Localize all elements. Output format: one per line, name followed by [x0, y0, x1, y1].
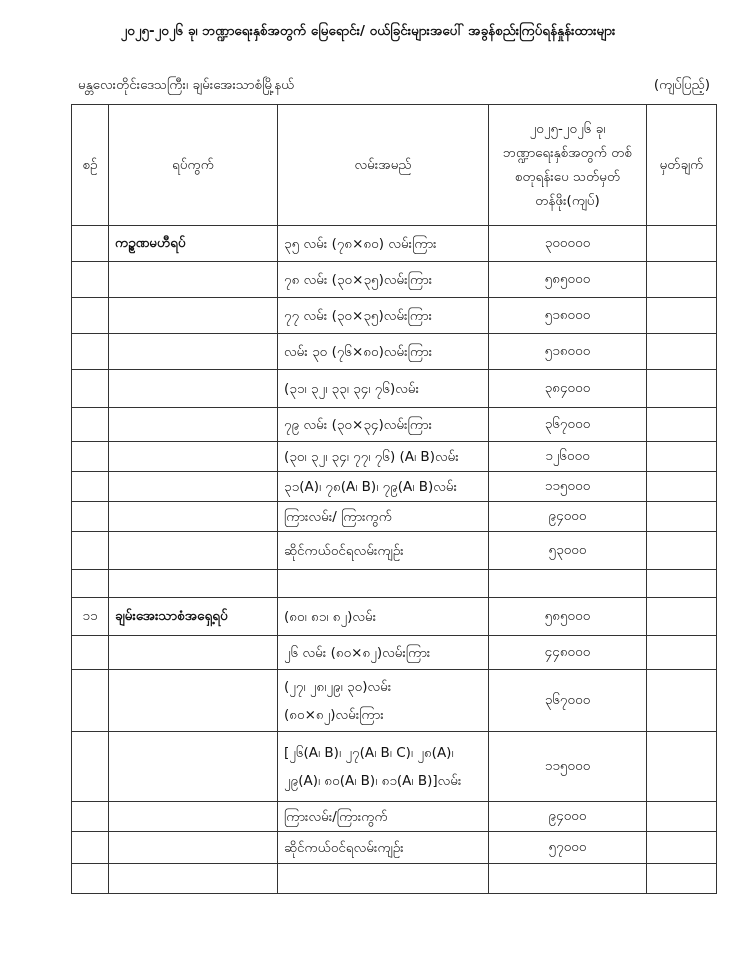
cell-street: (၂၇၊ ၂၈၊၂၉၊ ၃၀)လမ်း (၈၀×၈၂)လမ်းကြား [278, 670, 489, 732]
cell-no [72, 370, 109, 408]
table-row [72, 598, 717, 636]
table-row [72, 832, 717, 864]
cell-no [72, 532, 109, 570]
cell-ward [109, 802, 278, 832]
cell-no [72, 732, 109, 802]
cell-remarks [647, 832, 717, 864]
cell-remarks [647, 802, 717, 832]
document-title: ၂၀၂၅-၂၀၂၆ ခု၊ ဘဏ္ဍာရေးနှစ်အတွက် မြေရောင်း/ ဝယ်ခြင်းများအပေါ် အခွန်စည်းကြပ်ရန်နှုန်းထားများ [120, 23, 616, 39]
cell-ward [109, 298, 278, 334]
cell-remarks [647, 670, 717, 732]
cell-remarks [647, 864, 717, 894]
cell-remarks [647, 334, 717, 370]
header-no: စဉ် [72, 105, 109, 226]
cell-value: ၉၄၀၀၀ [489, 802, 647, 832]
table-header-row [72, 105, 717, 226]
table-row [72, 670, 717, 732]
table-row [72, 502, 717, 532]
cell-value: ၃၈၄၀၀၀ [489, 370, 647, 408]
cell-street: ၂၆ လမ်း (၈၀×၈၂)လမ်းကြား [278, 636, 489, 670]
cell-remarks [647, 732, 717, 802]
cell-remarks [647, 502, 717, 532]
cell-value: ၅၁၈၀၀၀ [489, 298, 647, 334]
cell-ward [109, 532, 278, 570]
cell-no [72, 832, 109, 864]
cell-no [72, 226, 109, 262]
tax-rate-table [71, 104, 717, 894]
cell-no [72, 502, 109, 532]
table-row [72, 732, 717, 802]
cell-value: ၅၃၀၀၀ [489, 532, 647, 570]
cell-ward [109, 670, 278, 732]
table-row [72, 570, 717, 598]
cell-value: ၁၁၅၀၀၀ [489, 472, 647, 502]
cell-street: ၇၉ လမ်း (၃၀×၃၄)လမ်းကြား [278, 408, 489, 442]
cell-ward [109, 262, 278, 298]
cell-value: ၃၆၇၀၀၀ [489, 670, 647, 732]
cell-street: ၃၁(A)၊ ၇၈(A၊ B)၊ ၇၉(A၊ B)လမ်း [278, 472, 489, 502]
cell-remarks [647, 408, 717, 442]
header-remarks: မှတ်ချက် [647, 105, 717, 226]
township-label: မန္တလေးတိုင်းဒေသကြီး၊ ချမ်းအေးသာစံမြို့နယ် [78, 77, 295, 93]
cell-ward [109, 408, 278, 442]
cell-ward [109, 636, 278, 670]
cell-street [278, 570, 489, 598]
cell-value: ၉၄၀၀၀ [489, 502, 647, 532]
cell-value: ၅၁၈၀၀၀ [489, 334, 647, 370]
cell-remarks [647, 472, 717, 502]
cell-remarks [647, 298, 717, 334]
cell-value: ၄၄၈၀၀၀ [489, 636, 647, 670]
table-row [72, 636, 717, 670]
cell-street: (၃၀၊ ၃၂၊ ၃၄၊ ၇၇၊ ၇၆) (A၊ B)လမ်း [278, 442, 489, 472]
cell-remarks [647, 636, 717, 670]
cell-remarks [647, 226, 717, 262]
table-row [72, 864, 717, 894]
cell-street: ကြားလမ်း/ ကြားကွက် [278, 502, 489, 532]
cell-remarks [647, 598, 717, 636]
cell-no [72, 670, 109, 732]
table-row [72, 370, 717, 408]
table-row [72, 802, 717, 832]
cell-value [489, 570, 647, 598]
cell-value [489, 864, 647, 894]
currency-unit-label: (ကျပ်ပြည့်) [653, 77, 710, 93]
cell-street: ၇၈ လမ်း (၃၀×၃၅)လမ်းကြား [278, 262, 489, 298]
table-row [72, 532, 717, 570]
cell-street: လမ်း ၃၀ (၇၆×၈၀)လမ်းကြား [278, 334, 489, 370]
cell-no [72, 864, 109, 894]
cell-value: ၅၈၅၀၀၀ [489, 598, 647, 636]
cell-remarks [647, 570, 717, 598]
cell-no [72, 636, 109, 670]
cell-street: ဆိုင်ကယ်ဝင်ရလမ်းကျဉ်း [278, 832, 489, 864]
cell-ward [109, 570, 278, 598]
cell-no [72, 472, 109, 502]
cell-value: ၅၇၀၀၀ [489, 832, 647, 864]
cell-street [278, 864, 489, 894]
cell-no [72, 262, 109, 298]
cell-ward [109, 864, 278, 894]
header-ward: ရပ်ကွက် [109, 105, 278, 226]
table-row [72, 442, 717, 472]
cell-no [72, 570, 109, 598]
cell-remarks [647, 532, 717, 570]
cell-value: ၁၁၅၀၀၀ [489, 732, 647, 802]
cell-remarks [647, 262, 717, 298]
cell-street: (၈၀၊ ၈၁၊ ၈၂)လမ်း [278, 598, 489, 636]
cell-no: ၁၁ [72, 598, 109, 636]
cell-no [72, 334, 109, 370]
cell-ward [109, 334, 278, 370]
cell-ward [109, 442, 278, 472]
cell-ward: ကဥ္စဏမဟီရပ် [109, 226, 278, 262]
table-row [72, 334, 717, 370]
cell-street: ၇၇ လမ်း (၃၀×၃၅)လမ်းကြား [278, 298, 489, 334]
cell-ward [109, 502, 278, 532]
cell-street: ကြားလမ်း/ကြားကွက် [278, 802, 489, 832]
cell-value: ၃၀၀၀၀၀ [489, 226, 647, 262]
cell-ward [109, 370, 278, 408]
table-body [72, 226, 717, 894]
cell-ward: ချမ်းအေးသာစံအရှေ့ရပ် [109, 598, 278, 636]
cell-value: ၅၈၅၀၀၀ [489, 262, 647, 298]
cell-no [72, 298, 109, 334]
cell-no [72, 442, 109, 472]
table-row [72, 226, 717, 262]
cell-street: ဆိုင်ကယ်ဝင်ရလမ်းကျဉ်း [278, 532, 489, 570]
table-row [72, 262, 717, 298]
cell-street: (၃၁၊ ၃၂၊ ၃၃၊ ၃၄၊ ၇၆)လမ်း [278, 370, 489, 408]
cell-remarks [647, 442, 717, 472]
cell-remarks [647, 370, 717, 408]
header-street: လမ်းအမည် [278, 105, 489, 226]
cell-value: ၁၂၆၀၀၀ [489, 442, 647, 472]
table-row [72, 408, 717, 442]
cell-ward [109, 732, 278, 802]
cell-street: ၃၅ လမ်း (၇၈×၈၀) လမ်းကြား [278, 226, 489, 262]
header-value: ၂၀၂၅-၂၀၂၆ ခု၊ ဘဏ္ဍာရေးနှစ်အတွက် တစ်စတုရန်းပေ သတ်မှတ်တန်ဖိုး(ကျပ်) [489, 105, 647, 226]
cell-ward [109, 472, 278, 502]
table-row [72, 298, 717, 334]
cell-ward [109, 832, 278, 864]
table-row [72, 472, 717, 502]
cell-no [72, 408, 109, 442]
cell-value: ၃၆၇၀၀၀ [489, 408, 647, 442]
cell-street: [၂၆(A၊ B)၊ ၂၇(A၊ B၊ C)၊ ၂၈(A)၊ ၂၉(A)၊ ၈၀(A၊ B)၊ ၈၁(A၊ B)]လမ်း [278, 732, 489, 802]
cell-no [72, 802, 109, 832]
